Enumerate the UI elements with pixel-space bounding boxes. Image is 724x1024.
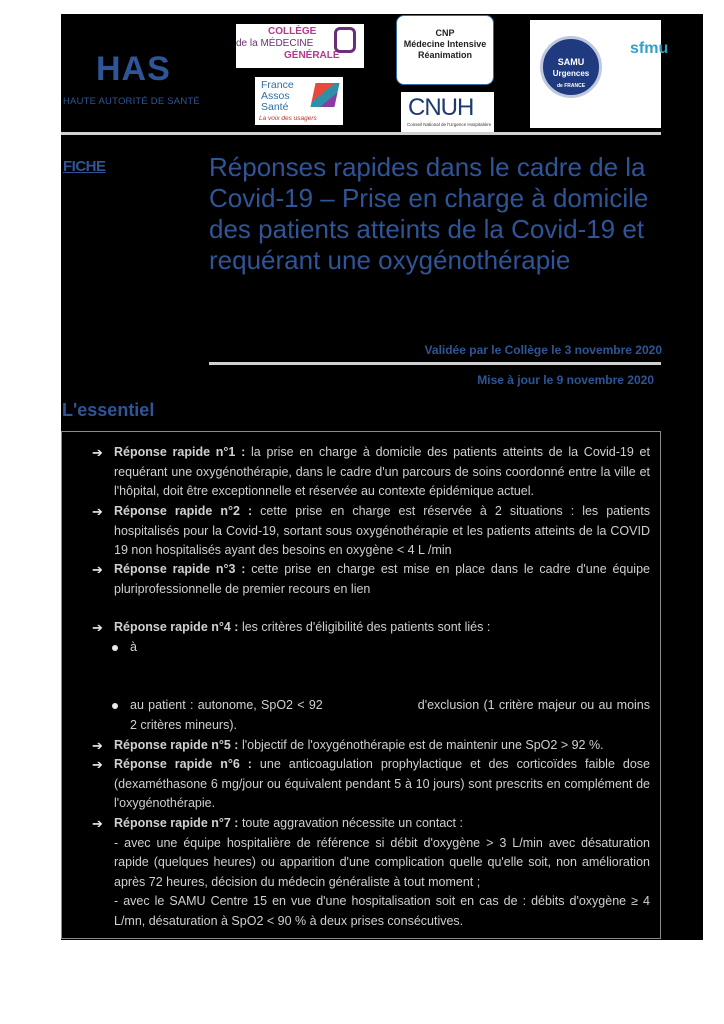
cmg-line3: GÉNÉRALE bbox=[284, 50, 340, 61]
cmg-logo bbox=[236, 24, 364, 68]
sub-bullet: au patient : autonome, SpO2 < 92 d'exclusion (1 critère majeur ou au moins 2 critères mineurs). bbox=[112, 696, 650, 735]
arrow-icon: ➔ bbox=[92, 562, 103, 577]
list-item: ➔ Réponse rapide n°6 : une anticoagulation prophylactique et des corticoïdes faible dose (dexaméthasone 6 mg/jour ou équivalent pendant 5 à 10 jours) sont prescrits en complément de l'oxygénothérapie. bbox=[92, 757, 650, 810]
sub-bullet: à bbox=[112, 638, 650, 658]
france-assos-tagline: La voix des usagers bbox=[259, 115, 317, 122]
essential-heading: L'essentiel bbox=[62, 400, 155, 420]
list-item: ➔ Réponse rapide n°7 : toute aggravation nécessite un contact : - avec une équipe hospitalière de référence si débit d'oxygène > 3 L/min avec désaturation rapide (quelques heures) ou apparition d'une complication quelle qu'elle soit, non amélioration après 72 heures, décision du médecin généraliste à tout moment ; - avec le SAMU Centre 15 en vue d'une hospitalisation soit en cas de : débits d'oxygène ≥ 4 L/mn, désaturation à SpO2 < 90 % à deux prises consécutives. bbox=[94, 814, 650, 931]
update-date: Mise à jour le 9 novembre 2020 bbox=[477, 373, 654, 387]
cnuh-logo bbox=[401, 92, 494, 132]
sfmu-logo: sfmu bbox=[630, 40, 669, 57]
list-item: ➔ Réponse rapide n°1 : la prise en charge à domicile des patients atteints de la Covid-19 et requérant une oxygénothérapie, dans le cadre d'un parcours de soins coordonné entre la ville et l'hôpital, doit être exceptionnelle et réservée au contexte épidémique actuel. bbox=[92, 445, 650, 498]
has-logo-subtitle: HAUTE AUTORITÉ DE SANTÉ bbox=[63, 96, 200, 107]
arrow-icon: ➔ bbox=[92, 816, 103, 831]
title-rule bbox=[209, 362, 661, 365]
list-item: ➔ Réponse rapide n°2 : cette prise en charge est réservée à 2 situations : les patients hospitalisés pour la Covid-19, sortant sous oxygénothérapie et les patients atteints de la COVID 19 non hospitalisés ayant des besoins en oxygène < 4 L /min bbox=[92, 504, 650, 557]
validation-date: Validée par le Collège le 3 novembre 2020 bbox=[424, 343, 662, 357]
header-separator bbox=[61, 132, 661, 135]
france-assos-sante-logo bbox=[255, 77, 343, 125]
has-logo: HAS bbox=[96, 50, 171, 88]
arrow-icon: ➔ bbox=[92, 504, 103, 519]
cmg-line2: de la MÉDECINE bbox=[236, 38, 314, 49]
arrow-icon: ➔ bbox=[92, 620, 103, 635]
fiche-label: FICHE bbox=[63, 158, 106, 175]
page-edge-strip bbox=[661, 14, 703, 940]
list-item: ➔ Réponse rapide n°4 : les critères d'éligibilité des patients sont liés : bbox=[94, 618, 650, 638]
samu-sfmu-logos bbox=[530, 20, 669, 128]
cnuh-text: CNUH bbox=[408, 94, 474, 121]
samu-logo: SAMU Urgences de FRANCE bbox=[540, 36, 602, 98]
france-assos-text: France Assos Santé bbox=[261, 79, 294, 113]
bullet-icon bbox=[112, 703, 118, 709]
cmg-emblem-icon bbox=[334, 27, 356, 53]
cnp-logo bbox=[396, 15, 494, 85]
arrow-icon: ➔ bbox=[92, 757, 103, 772]
france-assos-emblem-icon bbox=[310, 83, 339, 107]
cnp-text: CNP Médecine Intensive Réanimation bbox=[403, 28, 487, 60]
cmg-line1: COLLÈGE bbox=[268, 26, 317, 37]
arrow-icon: ➔ bbox=[92, 738, 103, 753]
bullet-icon bbox=[112, 645, 118, 651]
page-title: Réponses rapides dans le cadre de la Covid-19 – Prise en charge à domicile des patients atteints de la Covid-19 et requérant une oxygénothérapie bbox=[209, 152, 649, 275]
list-item: ➔ Réponse rapide n°5 : l'objectif de l'oxygénothérapie est de maintenir une SpO2 > 92 %. bbox=[94, 736, 650, 756]
cnuh-subtitle: Conseil National de l'Urgence Hospitalière bbox=[407, 122, 492, 127]
arrow-icon: ➔ bbox=[92, 445, 103, 460]
contact-hospital-text: - avec une équipe hospitalière de référence si débit d'oxygène > 3 L/min avec désaturation rapide (quelques heures) ou apparition d'une complication quelle qu'elle soit, non amélioration après 72 heures, décision du médecin généraliste à tout moment ; bbox=[114, 835, 650, 889]
contact-samu-text: - avec le SAMU Centre 15 en vue d'une hospitalisation soit en cas de : débits d'oxygène ≥ 4 L/mn, désaturation à SpO2 < 90 % à deux prises consécutives. bbox=[114, 894, 650, 928]
list-item: ➔ Réponse rapide n°3 : cette prise en charge est mise en place dans le cadre d'une équipe pluriprofessionnelle de premier recours en lien bbox=[92, 562, 650, 596]
